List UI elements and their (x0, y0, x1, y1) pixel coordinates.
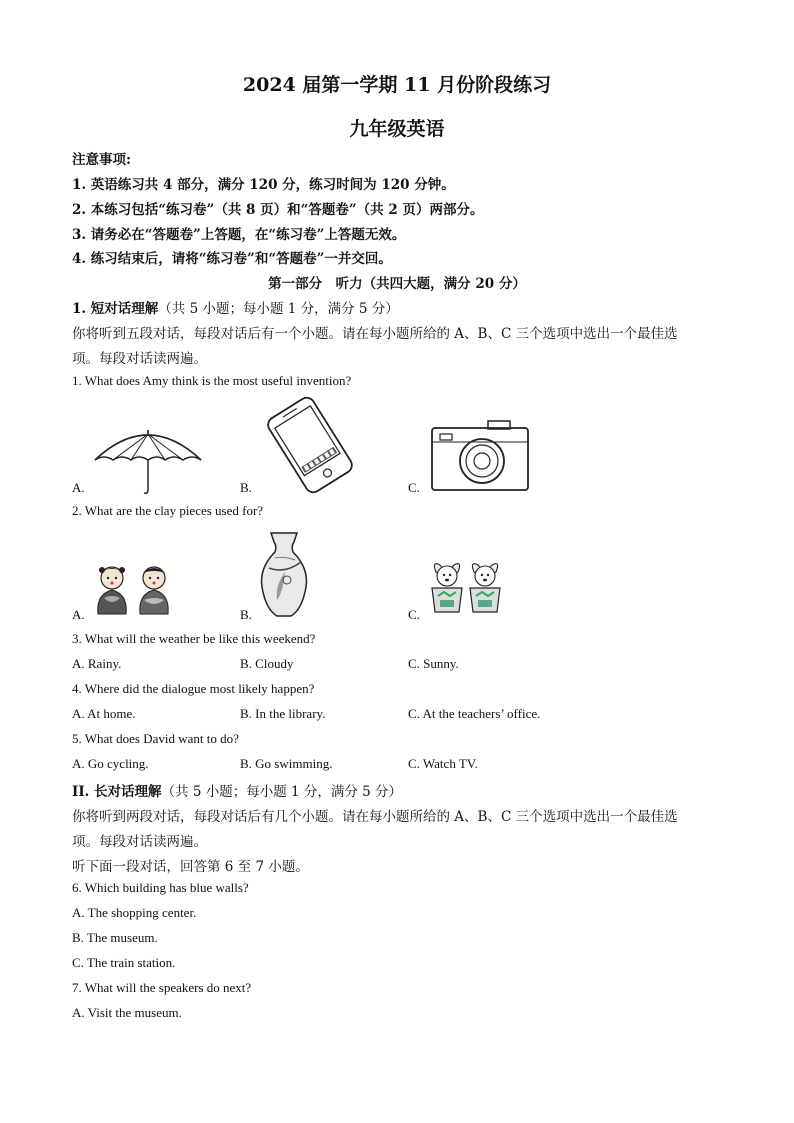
section2-title-rest: （共 5 小题；每小题 1 分，满分 5 分） (161, 784, 403, 800)
part1-heading: 第一部分 听力（共四大题，满分 20 分） (268, 276, 526, 292)
question-1: 1. What does Amy think is the most useful invention? (72, 373, 352, 388)
section1-title-number: 1. 短对话理解 (72, 301, 159, 317)
camera-icon (428, 418, 532, 492)
mobile-phone-icon (260, 396, 360, 494)
section2-title-number: II. 长对话理解 (72, 784, 162, 800)
q5-option-c: C. Watch TV. (408, 756, 478, 771)
question-3: 3. What will the weather be like this weekend? (72, 631, 316, 646)
q7-option-a: A. Visit the museum. (72, 1005, 182, 1020)
notice-heading: 注意事项: (72, 152, 131, 168)
q2-option-a: A. (72, 607, 85, 622)
q4-option-b: B. In the library. (240, 706, 326, 721)
q3-option-a: A. Rainy. (72, 656, 122, 671)
section2-sub-instructions: 听下面一段对话，回答第 6 至 7 小题。 (72, 859, 309, 875)
question-6: 6. Which building has blue walls? (72, 880, 249, 895)
section1-title-rest: （共 5 小题；每小题 1 分，满分 5 分） (158, 301, 399, 317)
vase-icon (255, 530, 313, 618)
section2-title (72, 780, 402, 800)
notice-item: 4. 练习结束后，请将“练习卷”和“答题卷”一并交回。 (72, 251, 392, 267)
q1-option-c: C. (408, 480, 420, 495)
notice-item: 2. 本练习包括“练习卷”（共 8 页）和“答题卷”（共 2 页）两部分。 (72, 202, 484, 218)
q3-option-b: B. Cloudy (240, 656, 294, 671)
question-7: 7. What will the speakers do next? (72, 980, 252, 995)
q2-option-b: B. (240, 607, 252, 622)
q6-option-c: C. The train station. (72, 955, 176, 970)
q4-option-c: C. At the teachers’ office. (408, 706, 541, 721)
q5-option-b: B. Go swimming. (240, 756, 333, 771)
q1-option-b: B. (240, 480, 252, 495)
clay-dolls-icon (92, 564, 176, 616)
q4-option-a: A. At home. (72, 706, 136, 721)
page-subtitle: 九年级英语 (349, 118, 445, 140)
q1-option-a: A. (72, 480, 85, 495)
section1-instructions-cont: 项。每段对话读两遍。 (72, 351, 207, 367)
q6-option-a: A. The shopping center. (72, 905, 197, 920)
q3-option-c: C. Sunny. (408, 656, 459, 671)
question-4: 4. Where did the dialogue most likely happen? (72, 681, 315, 696)
question-5: 5. What does David want to do? (72, 731, 239, 746)
q2-option-c: C. (408, 607, 420, 622)
q6-option-b: B. The museum. (72, 930, 158, 945)
dog-figurines-icon (428, 560, 504, 614)
umbrella-icon (92, 424, 204, 494)
question-2: 2. What are the clay pieces used for? (72, 503, 264, 518)
section1-title (72, 297, 399, 317)
section2-instructions: 你将听到两段对话，每段对话后有几个小题。请在每小题所给的 A、B、C 三个选项中选出一个最佳选 (72, 809, 678, 825)
q5-option-a: A. Go cycling. (72, 756, 149, 771)
page-title: 2024 届第一学期 11 月份阶段练习 (242, 74, 552, 96)
section1-instructions: 你将听到五段对话，每段对话后有一个小题。请在每小题所给的 A、B、C 三个选项中选出一个最佳选 (72, 326, 678, 342)
notice-item: 3. 请务必在“答题卷”上答题，在“练习卷”上答题无效。 (72, 227, 406, 243)
section2-instructions-cont: 项。每段对话读两遍。 (72, 834, 207, 850)
notice-item: 1. 英语练习共 4 部分，满分 120 分，练习时间为 120 分钟。 (72, 177, 455, 193)
